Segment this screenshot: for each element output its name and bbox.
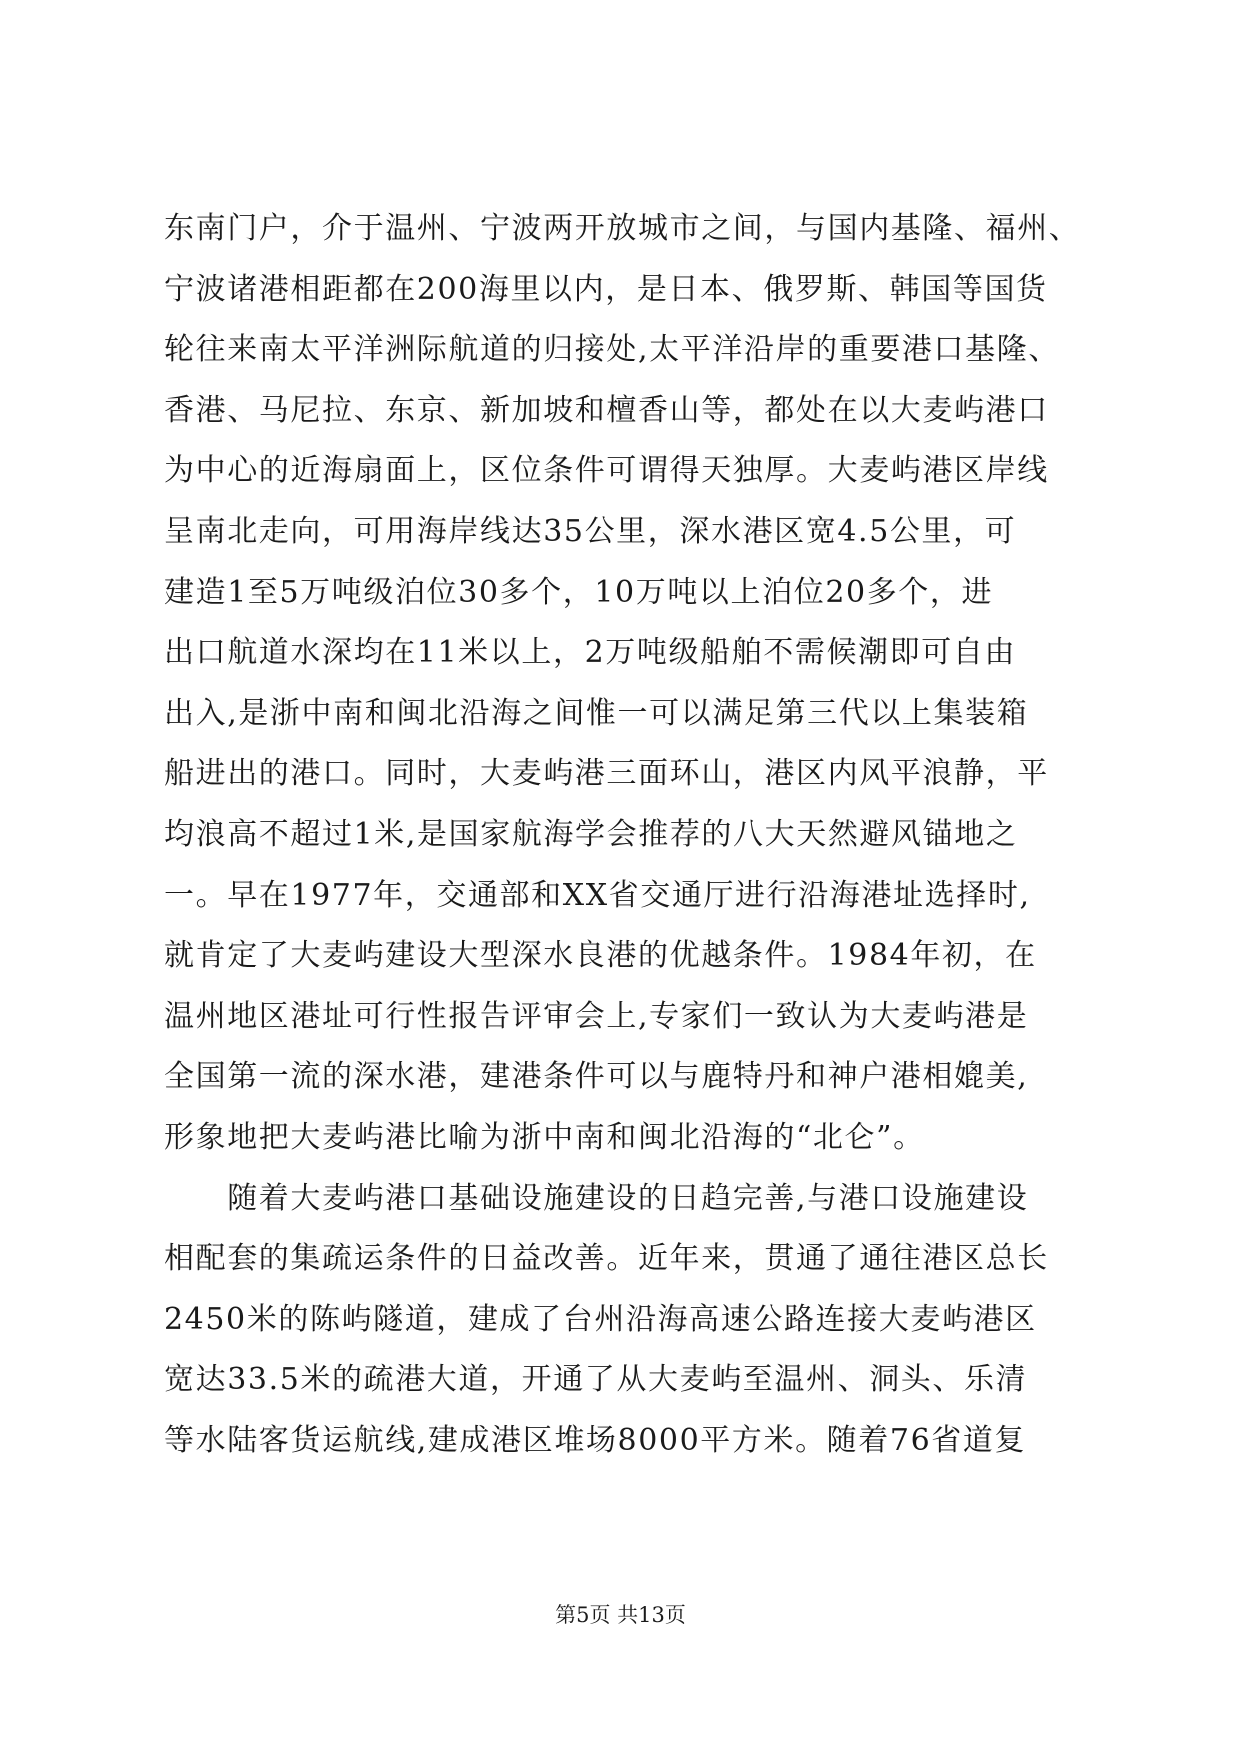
text-line: 东南门户，介于温州、宁波两开放城市之间，与国内基隆、福州、 [164, 211, 1081, 246]
page-number: 第5页 共13页 [555, 1603, 686, 1627]
text-line: 温州地区港址可行性报告评审会上,专家们一致认为大麦屿港是 [164, 998, 1029, 1034]
text-line: 均浪高不超过1米,是国家航海学会推荐的八大天然避风锚地之 [164, 816, 1018, 852]
text-line: 相配套的集疏运条件的日益改善。近年来，贯通了通往港区总长 [164, 1241, 1049, 1277]
text-line: 随着大麦屿港口基础设施建设的日趋完善,与港口设施建设 [164, 1180, 1029, 1216]
page-footer [0, 1600, 1241, 1630]
text-line: 等水陆客货运航线,建成港区堆场8000平方米。随着76省道复 [164, 1422, 1027, 1458]
text-line: 呈南北走向，可用海岸线达35公里，深水港区宽4.5公里，可 [164, 513, 1017, 549]
text-line: 建造1至5万吨级泊位30多个，10万吨以上泊位20多个，进 [164, 574, 994, 610]
text-line: 宁波诸港相距都在200海里以内，是日本、俄罗斯、韩国等国货 [164, 271, 1048, 307]
text-line: 船进出的港口。同时，大麦屿港三面环山，港区内风平浪静，平 [164, 756, 1049, 792]
text-line: 香港、马尼拉、东京、新加坡和檀香山等，都处在以大麦屿港口 [164, 392, 1049, 428]
text-line: 宽达33.5米的疏港大道，开通了从大麦屿至温州、洞头、乐清 [164, 1362, 1028, 1398]
text-line: 轮往来南太平洋洲际航道的归接处,太平洋沿岸的重要港口基隆、 [164, 332, 1060, 368]
text-line: 为中心的近海扇面上，区位条件可谓得天独厚。大麦屿港区岸线 [164, 453, 1049, 489]
text-line: 一。早在1977年，交通部和XX省交通厅进行沿海港址选择时, [164, 877, 1031, 913]
text-line: 就肯定了大麦屿建设大型深水良港的优越条件。1984年初，在 [164, 938, 1037, 974]
text-line: 出入,是浙中南和闽北沿海之间惟一可以满足第三代以上集装箱 [164, 695, 1029, 731]
text-line: 形象地把大麦屿港比喻为浙中南和闽北沿海的“北仑”。 [164, 1119, 925, 1155]
text-line: 全国第一流的深水港，建港条件可以与鹿特丹和神户港相媲美, [164, 1059, 1029, 1095]
body-text [164, 199, 1124, 1471]
text-line: 2450米的陈屿隧道，建成了台州沿海高速公路连接大麦屿港区 [164, 1301, 1037, 1337]
text-line: 出口航道水深均在11米以上，2万吨级船舶不需候潮即可自由 [164, 635, 1017, 671]
